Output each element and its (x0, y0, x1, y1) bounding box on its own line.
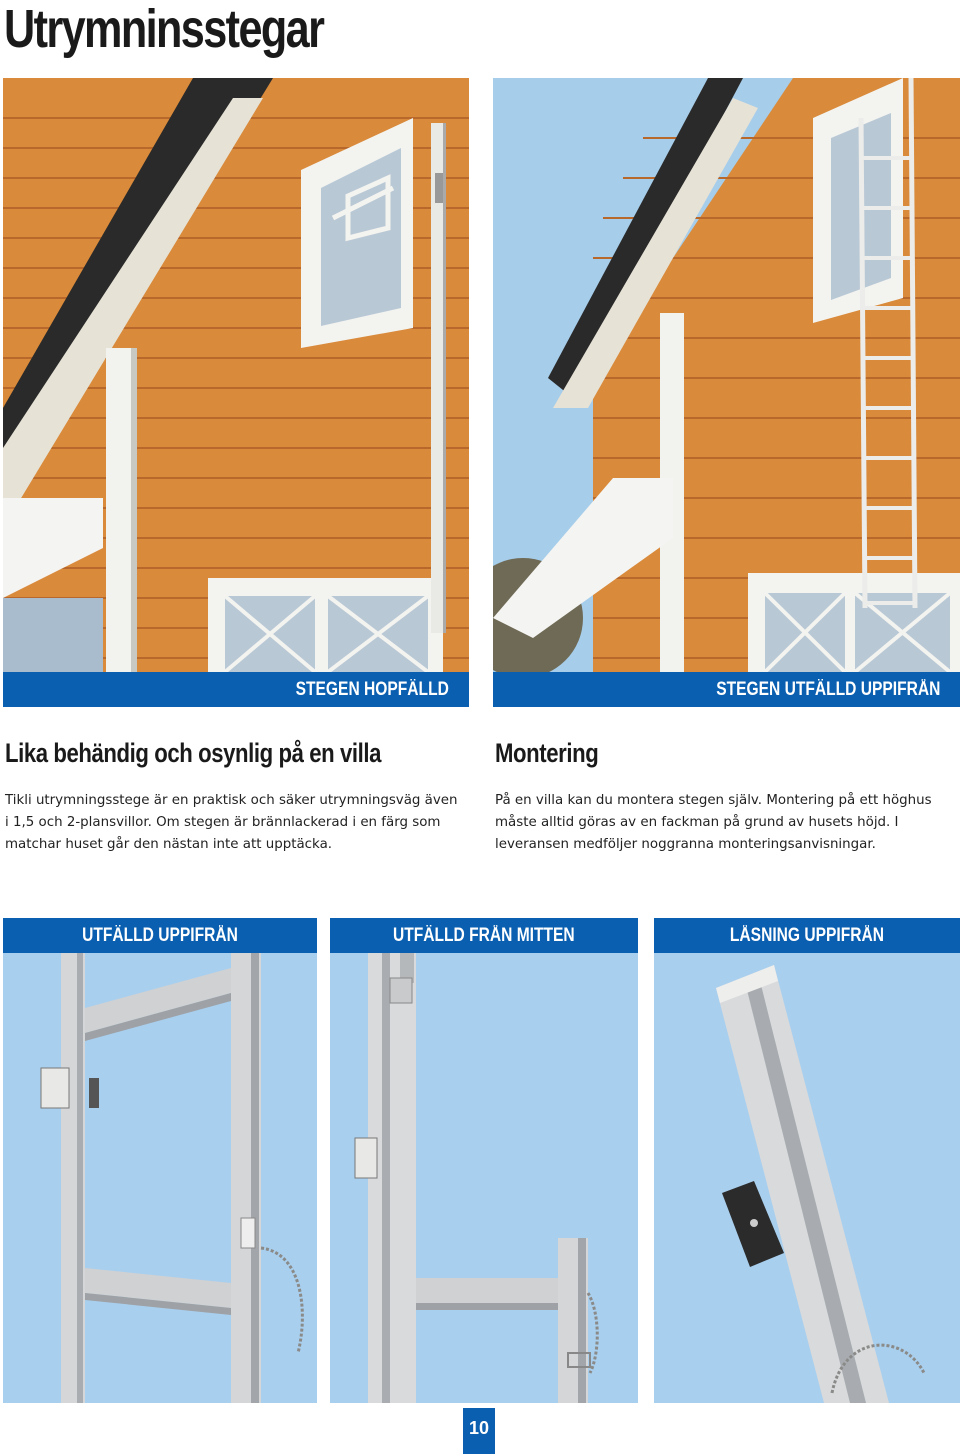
detail-photo-1 (3, 953, 317, 1403)
caption-folded (3, 672, 469, 707)
page-number: 10 (463, 1408, 495, 1454)
detail-photo-2 (330, 953, 638, 1403)
page-title: Utrymninsstegar (4, 0, 324, 59)
intro-line-3: matchar huset går den nästan inte att upptäcka. (5, 837, 333, 852)
detail-photo-3 (654, 953, 960, 1403)
house-photo-unfolded (493, 78, 960, 672)
caption-detail-1-text: UTFÄLLD UPPIFRÅN (82, 925, 238, 946)
house-photo-folded (3, 78, 469, 672)
caption-unfolded (493, 672, 960, 707)
montering-paragraph (495, 790, 960, 856)
caption-detail-3 (654, 918, 960, 953)
caption-detail-2 (330, 918, 638, 953)
caption-detail-2-text: UTFÄLLD FRÅN MITTEN (393, 925, 575, 946)
intro-heading: Lika behändig och osynlig på en villa (5, 738, 382, 768)
intro-line-2: i 1,5 och 2-plansvillor. Om stegen är brännlackerad i en färg som (5, 815, 441, 830)
caption-unfolded-text: STEGEN UTFÄLLD UPPIFRÅN (715, 679, 940, 700)
montering-line-3: leveransen medföljer noggranna monteringsanvisningar. (495, 837, 876, 852)
montering-line-1: På en villa kan du montera stegen själv. Montering på ett höghus (495, 793, 932, 808)
intro-line-1: Tikli utrymningsstege är en praktisk och säker utrymningsväg även (5, 793, 458, 808)
caption-detail-3-text: LÅSNING UPPIFRÅN (729, 925, 885, 946)
montering-line-2: måste alltid göras av en fackman på grund av husets höjd. I (495, 815, 899, 830)
caption-folded-text: STEGEN HOPFÄLLD (295, 679, 449, 700)
montering-heading: Montering (495, 738, 599, 768)
intro-paragraph (5, 790, 475, 856)
caption-detail-1 (3, 918, 317, 953)
